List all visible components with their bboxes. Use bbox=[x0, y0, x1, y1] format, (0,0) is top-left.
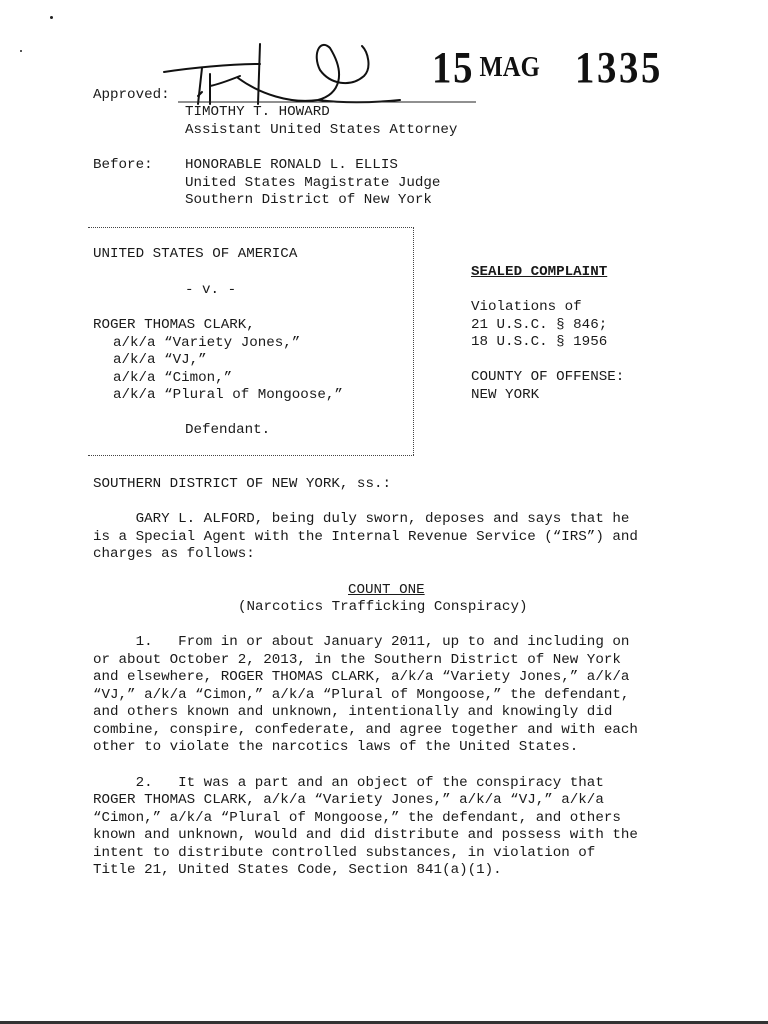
para1-line-6: combine, conspire, confederate, and agree together and with each bbox=[93, 722, 638, 738]
signature bbox=[150, 34, 490, 114]
para2-line-6: Title 21, United States Code, Section 841(a)(1). bbox=[93, 862, 502, 878]
intro-line-1: GARY L. ALFORD, being duly sworn, deposes and says that he bbox=[93, 511, 630, 527]
alias-1: a/k/a “Variety Jones,” bbox=[113, 335, 301, 351]
violation-1: 21 U.S.C. § 846; bbox=[471, 317, 608, 333]
alias-4: a/k/a “Plural of Mongoose,” bbox=[113, 387, 343, 403]
case-number-mag: MAG bbox=[479, 52, 540, 83]
document-type: SEALED COMPLAINT bbox=[471, 264, 608, 280]
violation-2: 18 U.S.C. § 1956 bbox=[471, 334, 608, 350]
caption-right-rule bbox=[413, 227, 414, 455]
para1-line-7: other to violate the narcotics laws of the United States. bbox=[93, 739, 579, 755]
judge-name: HONORABLE RONALD L. ELLIS bbox=[185, 157, 398, 173]
para2-line-4: known and unknown, would and did distribute and possess with the bbox=[93, 827, 638, 843]
violations-label: Violations of bbox=[471, 299, 582, 315]
para1-line-2: or about October 2, 2013, in the Southern District of New York bbox=[93, 652, 621, 668]
case-number: 1335 bbox=[574, 43, 663, 92]
before-label: Before: bbox=[93, 157, 153, 173]
page-speck bbox=[20, 50, 22, 52]
versus: - v. - bbox=[185, 282, 237, 298]
para2-line-1: 2. It was a part and an object of the conspiracy that bbox=[93, 775, 604, 791]
para1-line-4: “VJ,” a/k/a “Cimon,” a/k/a “Plural of Mongoose,” the defendant, bbox=[93, 687, 630, 703]
intro-line-2: is a Special Agent with the Internal Revenue Service (“IRS”) and bbox=[93, 529, 638, 545]
alias-2: a/k/a “VJ,” bbox=[113, 352, 207, 368]
judge-district: Southern District of New York bbox=[185, 192, 432, 208]
approver-name: TIMOTHY T. HOWARD bbox=[185, 104, 330, 120]
judge-title: United States Magistrate Judge bbox=[185, 175, 441, 191]
county: NEW YORK bbox=[471, 387, 540, 403]
plaintiff: UNITED STATES OF AMERICA bbox=[93, 246, 298, 262]
para1-line-3: and elsewhere, ROGER THOMAS CLARK, a/k/a “Variety Jones,” a/k/a bbox=[93, 669, 630, 685]
caption-bottom-rule bbox=[88, 455, 414, 456]
intro-line-3: charges as follows: bbox=[93, 546, 255, 562]
caption-top-rule bbox=[88, 227, 414, 228]
count-title: COUNT ONE bbox=[348, 582, 425, 598]
para1-line-1: 1. From in or about January 2011, up to and including on bbox=[93, 634, 630, 650]
approver-title: Assistant United States Attorney bbox=[185, 122, 458, 138]
para2-line-2: ROGER THOMAS CLARK, a/k/a “Variety Jones,” a/k/a “VJ,” a/k/a bbox=[93, 792, 604, 808]
count-subtitle: (Narcotics Trafficking Conspiracy) bbox=[238, 599, 528, 615]
para2-line-5: intent to distribute controlled substances, in violation of bbox=[93, 845, 596, 861]
county-label: COUNTY OF OFFENSE: bbox=[471, 369, 625, 385]
district-line: SOUTHERN DISTRICT OF NEW YORK, ss.: bbox=[93, 476, 391, 492]
para1-line-5: and others known and unknown, intentionally and knowingly did bbox=[93, 704, 613, 720]
defendant-name: ROGER THOMAS CLARK, bbox=[93, 317, 255, 333]
approved-label: Approved: bbox=[93, 87, 170, 103]
page-speck bbox=[50, 16, 53, 19]
para2-line-3: “Cimon,” a/k/a “Plural of Mongoose,” the defendant, and others bbox=[93, 810, 621, 826]
case-number-prefix: 15 bbox=[432, 43, 475, 92]
defendant-label: Defendant. bbox=[185, 422, 271, 438]
alias-3: a/k/a “Cimon,” bbox=[113, 370, 233, 386]
